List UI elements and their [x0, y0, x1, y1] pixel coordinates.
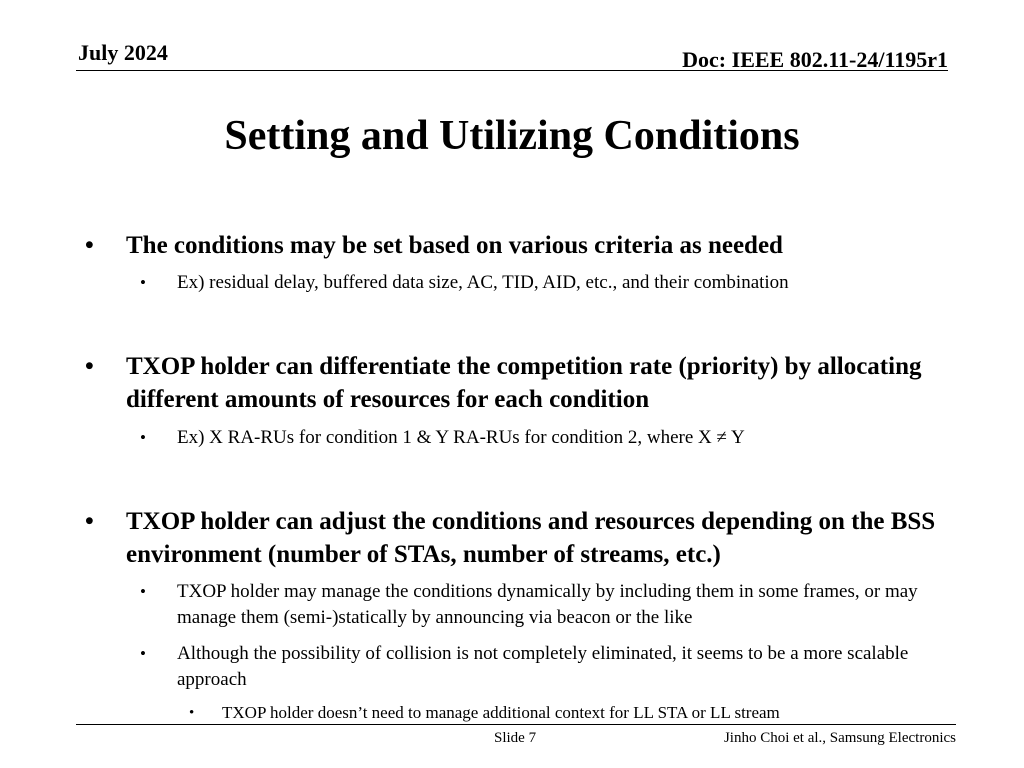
bullet-2-sub-1: [140, 425, 937, 451]
bullet-marker: •: [85, 353, 94, 380]
bullet-marker: •: [140, 644, 146, 663]
bullet-3-sub-2-text: Although the possibility of collision is not completely eliminated, it seems to be a more scalable approach: [177, 643, 909, 690]
bullet-3-sub-1: [140, 579, 952, 631]
bullet-2-text: TXOP holder can differentiate the competition rate (priority) by allocating different amounts of resources for each condition: [126, 353, 922, 413]
bullet-marker: •: [85, 508, 94, 535]
slide-number: Slide 7: [494, 730, 537, 746]
footer-divider: [76, 724, 956, 725]
bullet-3-sub-2: [140, 641, 952, 693]
bullet-2-sub-1-text: Ex) X RA-RUs for condition 1 & Y RA-RUs for condition 2, where X ≠ Y: [177, 427, 745, 448]
header-divider: [76, 70, 948, 71]
bullet-3: [85, 505, 956, 571]
bullet-2: [85, 350, 926, 416]
bullet-3-subsub-1: [189, 702, 942, 724]
bullet-1-text: The conditions may be set based on various criteria as needed: [126, 232, 783, 259]
bullet-marker: •: [140, 428, 146, 447]
bullet-3-sub-1-text: TXOP holder may manage the conditions dynamically by including them in some frames, or may manage them (semi-)statically by announcing via beacon or the like: [177, 581, 918, 628]
bullet-marker: •: [140, 582, 146, 601]
header-date: July 2024: [78, 40, 168, 65]
bullet-1: [85, 229, 926, 262]
bullet-1-sub-1: [140, 270, 937, 296]
slide-title: Setting and Utilizing Conditions: [224, 113, 800, 159]
bullet-1-sub-1-text: Ex) residual delay, buffered data size, AC, TID, AID, etc., and their combination: [177, 272, 789, 293]
bullet-marker: •: [189, 705, 195, 721]
bullet-3-subsub-1-text: TXOP holder doesn’t need to manage additional context for LL STA or LL stream: [222, 703, 780, 722]
bullet-marker: •: [140, 273, 146, 292]
footer-author: Jinho Choi et al., Samsung Electronics: [723, 730, 956, 746]
bullet-3-text: TXOP holder can adjust the conditions and resources depending on the BSS environment (number of STAs, number of streams, etc.): [126, 508, 936, 568]
header-doc-id: Doc: IEEE 802.11-24/1195r1: [682, 47, 948, 72]
bullet-marker: •: [85, 232, 94, 259]
